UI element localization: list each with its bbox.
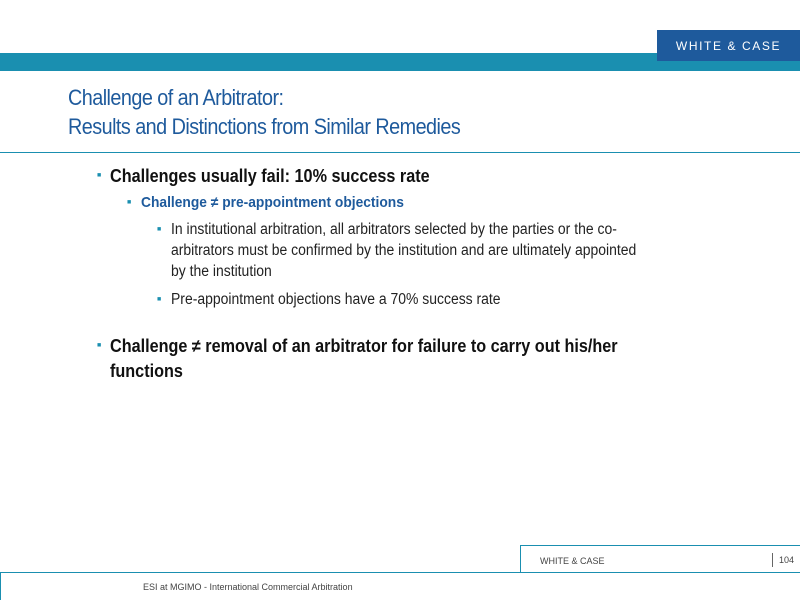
bullet-challenges-fail: Challenges usually fail: 10% success rate xyxy=(110,166,430,186)
title-divider xyxy=(0,152,800,153)
white-case-logo: WHITE & CASE xyxy=(657,30,800,61)
square-bullet-icon: ■ xyxy=(157,296,162,303)
institutional-line-2: arbitrators must be confirmed by the institution and are ultimately appointed xyxy=(171,242,637,259)
institutional-line-1: In institutional arbitration, all arbitrators selected by the parties or the co- xyxy=(171,221,617,238)
footer-caption-box xyxy=(0,572,800,600)
removal-line-2: functions xyxy=(110,361,183,381)
sub-sub-bullet-success-rate xyxy=(171,289,501,310)
footer-caption: ESI at MGIMO - International Commercial Arbitration xyxy=(143,582,353,592)
sub-bullet-pre-appointment: Challenge ≠ pre-appointment objections xyxy=(141,194,404,211)
square-bullet-icon: ■ xyxy=(127,199,132,206)
removal-line-1: Challenge ≠ removal of an arbitrator for failure to carry out his/her xyxy=(110,336,618,356)
slide-title-line-2: Results and Distinctions from Similar Remedies xyxy=(68,114,461,139)
institutional-line-3: by the institution xyxy=(171,263,272,280)
success-rate-text: Pre-appointment objections have a 70% success rate xyxy=(171,291,501,308)
footer-separator xyxy=(772,553,773,567)
slide-title-line-1: Challenge of an Arbitrator: xyxy=(68,85,284,110)
page-number: 104 xyxy=(779,555,795,565)
sub-sub-bullet-institutional xyxy=(171,219,636,282)
square-bullet-icon: ■ xyxy=(157,226,162,233)
bullet-removal xyxy=(110,334,618,384)
square-bullet-icon: ■ xyxy=(97,342,102,349)
footer-firm-name: WHITE & CASE xyxy=(540,556,605,566)
slide-title xyxy=(68,83,460,141)
square-bullet-icon: ■ xyxy=(97,172,102,179)
